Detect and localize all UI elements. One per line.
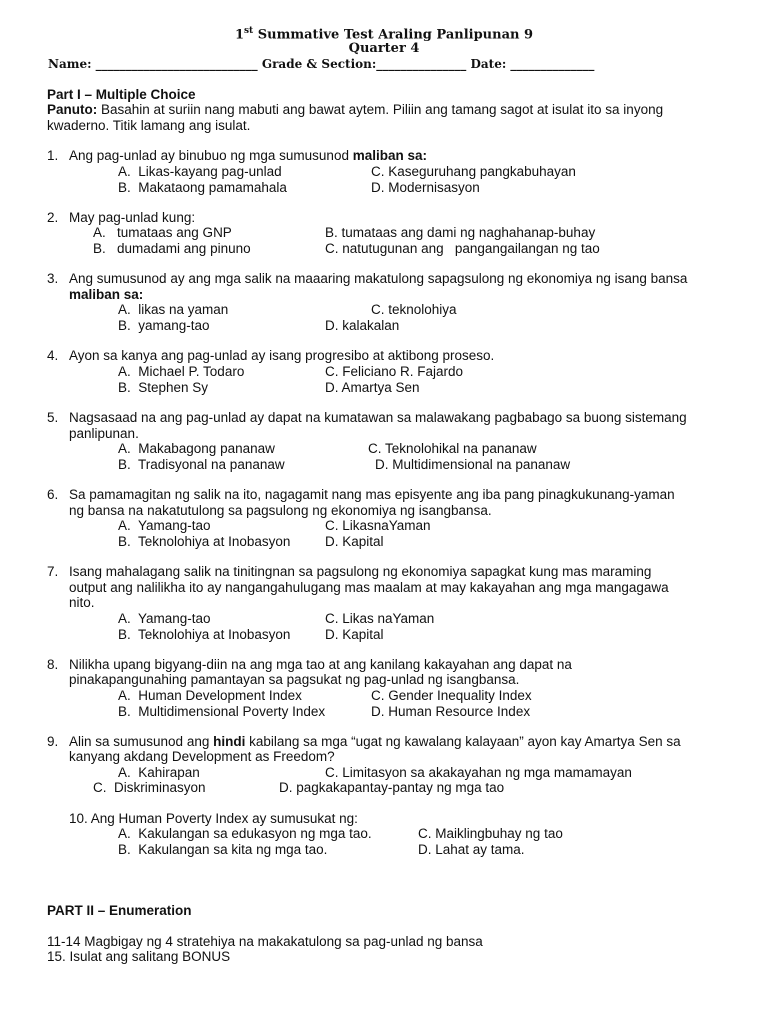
q7-option-c: C. Likas naYaman: [325, 611, 435, 626]
title-ordinal-suffix: st: [243, 26, 254, 36]
q4-number: 4.: [47, 348, 59, 363]
q9-option-c: C. Limitasyon sa akakayahan ng mga mamamayan: [325, 765, 632, 780]
q2-number: 2.: [47, 210, 59, 225]
q5-option-a: A. Makabagong pananaw: [118, 441, 275, 456]
q9-number: 9.: [47, 734, 59, 749]
q6-option-b: B. Teknolohiya at Inobasyon: [118, 534, 291, 549]
panuto-line: [47, 102, 663, 118]
q3-stem: Ang sumusunod ay ang mga salik na maaaring makatulong sapagsulong ng ekonomiya ng isang bansa: [69, 271, 688, 286]
quarter-label: Quarter 4: [348, 41, 420, 56]
q3-stem-bold: maliban sa:: [69, 287, 144, 302]
q10-option-d: D. Lahat ay tama.: [418, 842, 525, 857]
q7-option-d: D. Kapital: [325, 627, 384, 642]
q1-option-c: C. Kaseguruhang pangkabuhayan: [371, 164, 576, 179]
q10-option-a: A. Kakulangan sa edukasyon ng mga tao.: [118, 826, 372, 841]
q7-stem-2: output ang nalilikha ito ay nangangahulugang mas maalam at may kakayahan ang mga mangagawa: [69, 580, 669, 595]
q6-stem-2: ng bansa na nakatutulong sa pagsulong ng ekonomiya ng isangbansa.: [69, 503, 492, 518]
q8-option-d: D. Human Resource Index: [371, 704, 531, 719]
q2-stem: May pag-unlad kung:: [69, 210, 196, 225]
q7-number: 7.: [47, 564, 59, 579]
q1-option-b: B. Makataong pamamahala: [118, 180, 287, 195]
q8-number: 8.: [47, 657, 59, 672]
q9-option-d: D. pagkakapantay-pantay ng mga tao: [279, 780, 505, 795]
test-title: [0, 26, 768, 42]
q3-option-d: D. kalakalan: [325, 318, 400, 333]
part1-title: Part I – Multiple Choice: [47, 87, 196, 102]
q5-option-d: D. Multidimensional na pananaw: [375, 457, 571, 472]
q4-option-b: B. Stephen Sy: [118, 380, 209, 395]
q7-option-b: B. Teknolohiya at Inobasyon: [118, 627, 291, 642]
q8-option-c: C. Gender Inequality Index: [371, 688, 532, 703]
q3-number: 3.: [47, 271, 59, 286]
q10-option-b: B. Kakulangan sa kita ng mga tao.: [118, 842, 328, 857]
q5-stem-2: panlipunan.: [69, 426, 139, 441]
part2-item-1: 11-14 Magbigay ng 4 stratehiya na makakatulong sa pag-unlad ng bansa: [47, 934, 483, 949]
part2-title: PART II – Enumeration: [47, 903, 192, 918]
q7-stem: Isang mahalagang salik na tinitingnan sa pagsulong ng ekonomiya sapagkat kung mas maraming: [69, 564, 652, 579]
panuto-text-2: kwaderno. Titik lamang ang isulat.: [47, 118, 251, 133]
q6-stem: Sa pamamagitan ng salik na ito, nagagamit nang mas episyente ang iba pang pinagkukunang-yaman: [69, 487, 675, 502]
q8-option-a: A. Human Development Index: [118, 688, 302, 703]
q2-option-d: C. natutugunan ang pangangailangan ng tao: [325, 241, 600, 256]
q2-option-b: B. dumadami ang pinuno: [93, 241, 251, 256]
q2-option-c: B. tumataas ang dami ng naghahanap-buhay: [325, 225, 596, 240]
q4-stem: Ayon sa kanya ang pag-unlad ay isang progresibo at aktibong proseso.: [69, 348, 495, 363]
q1-stem-text: Ang pag-unlad ay binubuo ng mga sumusunod: [69, 148, 353, 163]
q1-option-d: D. Modernisasyon: [371, 180, 480, 195]
q7-stem-3: nito.: [69, 595, 95, 610]
title-text: Summative Test Araling Panlipunan 9: [253, 27, 534, 43]
panuto-text: Basahin at suriin nang mabuti ang bawat aytem. Piliin ang tamang sagot at isulat ito sa inyong: [97, 102, 664, 117]
q4-option-c: C. Feliciano R. Fajardo: [325, 364, 464, 379]
q4-option-a: A. Michael P. Todaro: [118, 364, 245, 379]
q6-option-a: A. Yamang-tao: [118, 518, 211, 533]
q3-option-b: B. yamang-tao: [118, 318, 210, 333]
q6-option-d: D. Kapital: [325, 534, 384, 549]
q9-stem: [69, 734, 681, 750]
part2-item-2: 15. Isulat ang salitang BONUS: [47, 949, 231, 964]
q1-option-a: A. Likas-kayang pag-unlad: [118, 164, 282, 179]
q5-number: 5.: [47, 410, 59, 425]
q5-option-c: C. Teknolohikal na pananaw: [368, 441, 537, 456]
q8-option-b: B. Multidimensional Poverty Index: [118, 704, 326, 719]
q3-option-a: A. likas na yaman: [118, 302, 229, 317]
student-info-line: Name: ___________________________ Grade & Section:_______________ Date: ______________: [48, 57, 595, 71]
q9-stem-2: kanyang akdang Development as Freedom?: [69, 749, 335, 764]
q8-stem-2: pinakapangunahing pamantayan sa pagsukat ng pag-unlad ng isangbansa.: [69, 672, 520, 687]
q1-stem: [69, 148, 427, 164]
q10-stem: 10. Ang Human Poverty Index ay sumusukat ng:: [69, 811, 358, 826]
q1-stem-bold: maliban sa:: [352, 148, 427, 163]
q3-option-c: C. teknolohiya: [371, 302, 457, 317]
q5-stem: Nagsasaad na ang pag-unlad ay dapat na kumatawan sa malawakang pagbabago sa buong sistemang: [69, 410, 687, 425]
q9-option-b: C. Diskriminasyon: [93, 780, 206, 795]
q9-stem-bold: hindi: [213, 734, 246, 749]
q9-stem-pre: Alin sa sumusunod ang: [69, 734, 214, 749]
q9-option-a: A. Kahirapan: [118, 765, 200, 780]
q7-option-a: A. Yamang-tao: [118, 611, 211, 626]
q10-option-c: C. Maiklingbuhay ng tao: [418, 826, 563, 841]
q1-number: 1.: [47, 148, 59, 163]
q9-stem-post: kabilang sa mga “ugat ng kawalang kalayaan” ayon kay Amartya Sen sa: [245, 734, 681, 749]
q5-option-b: B. Tradisyonal na pananaw: [118, 457, 285, 472]
q2-option-a: A. tumataas ang GNP: [93, 225, 232, 240]
q8-stem: Nilikha upang bigyang-diin na ang mga tao at ang kanilang kakayahan ang dapat na: [69, 657, 572, 672]
q4-option-d: D. Amartya Sen: [325, 380, 420, 395]
q6-option-c: C. LikasnaYaman: [325, 518, 431, 533]
title-ordinal: 1: [234, 27, 244, 43]
q6-number: 6.: [47, 487, 59, 502]
panuto-label: Panuto:: [47, 102, 98, 117]
